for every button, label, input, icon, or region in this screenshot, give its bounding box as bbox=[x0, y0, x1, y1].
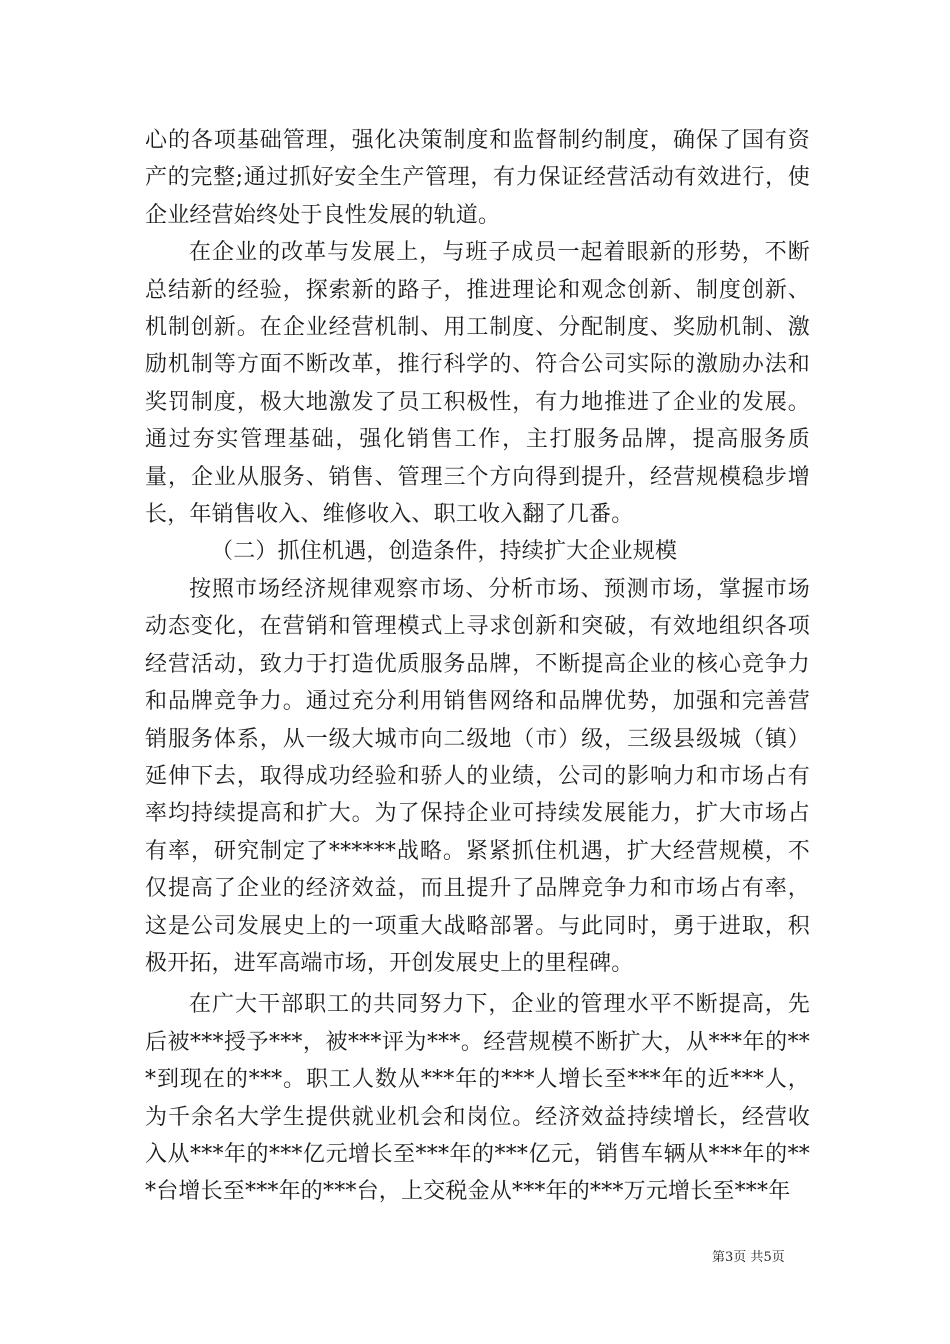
paragraph-reform: 在企业的改革与发展上，与班子成员一起着眼新的形势，不断总结新的经验，探索新的路子，推进理论和观念创新、制度创新、机制创新。在企业经营机制、用工制度、分配制度、奖励机制、激励机制等方面不断改革，推行科学的、符合公司实际的激励办法和奖罚制度，极大地激发了员工积极性，有力地推进了企业的发展。通过夯实管理基础，强化销售工作，主打服务品牌，提高服务质量，企业从服务、销售、管理三个方向得到提升，经营规模稳步增长，年销售收入、维修收入、职工收入翻了几番。 bbox=[145, 240, 810, 528]
footer-suffix: 页 bbox=[771, 1250, 785, 1265]
footer-middle: 页 共 bbox=[733, 1250, 764, 1265]
footer-current-page: 3 bbox=[725, 1250, 734, 1265]
page-number-footer bbox=[712, 1246, 785, 1265]
footer-prefix: 第 bbox=[712, 1250, 726, 1265]
paragraph-continuation: 心的各项基础管理，强化决策制度和监督制约制度，确保了国有资产的完整;通过抓好安全生产管理，有力保证经营活动有效进行，使企业经营始终处于良性发展的轨道。 bbox=[145, 128, 810, 228]
paragraph-market: 按照市场经济规律观察市场、分析市场、预测市场，掌握市场动态变化，在营销和管理模式上寻求创新和突破，有效地组织各项经营活动，致力于打造优质服务品牌，不断提高企业的核心竞争力和品牌竞争力。通过充分利用销售网络和品牌优势，加强和完善营销服务体系，从一级大城市向二级地（市）级，三级县级城（镇）延伸下去，取得成功经验和骄人的业绩，公司的影响力和市场占有率均持续提高和扩大。为了保持企业可持续发展能力，扩大市场占有率，研究制定了******战略。紧紧抓住机遇，扩大经营规模，不仅提高了企业的经济效益，而且提升了品牌竞争力和市场占有率，这是公司发展史上的一项重大战略部署。与此同时，勇于进取，积极开拓，进军高端市场，开创发展史上的里程碑。 bbox=[145, 576, 810, 976]
paragraph-achievements: 在广大干部职工的共同努力下，企业的管理水平不断提高，先后被***授予***，被***评为***。经营规模不断扩大，从***年的***到现在的***。职工人数从***年的***人增长至***年的近***人，为千余名大学生提供就业机会和岗位。经济效益持续增长，经营收入从***年的***亿元增长至***年的***亿元，销售车辆从***年的***台增长至***年的***台，上交税金从***年的***万元增长至***年 bbox=[145, 992, 810, 1205]
body-text bbox=[145, 122, 810, 1211]
section-heading: （二）抓住机遇，创造条件，持续扩大企业规模 bbox=[211, 539, 678, 565]
footer-total-pages: 5 bbox=[763, 1250, 772, 1265]
